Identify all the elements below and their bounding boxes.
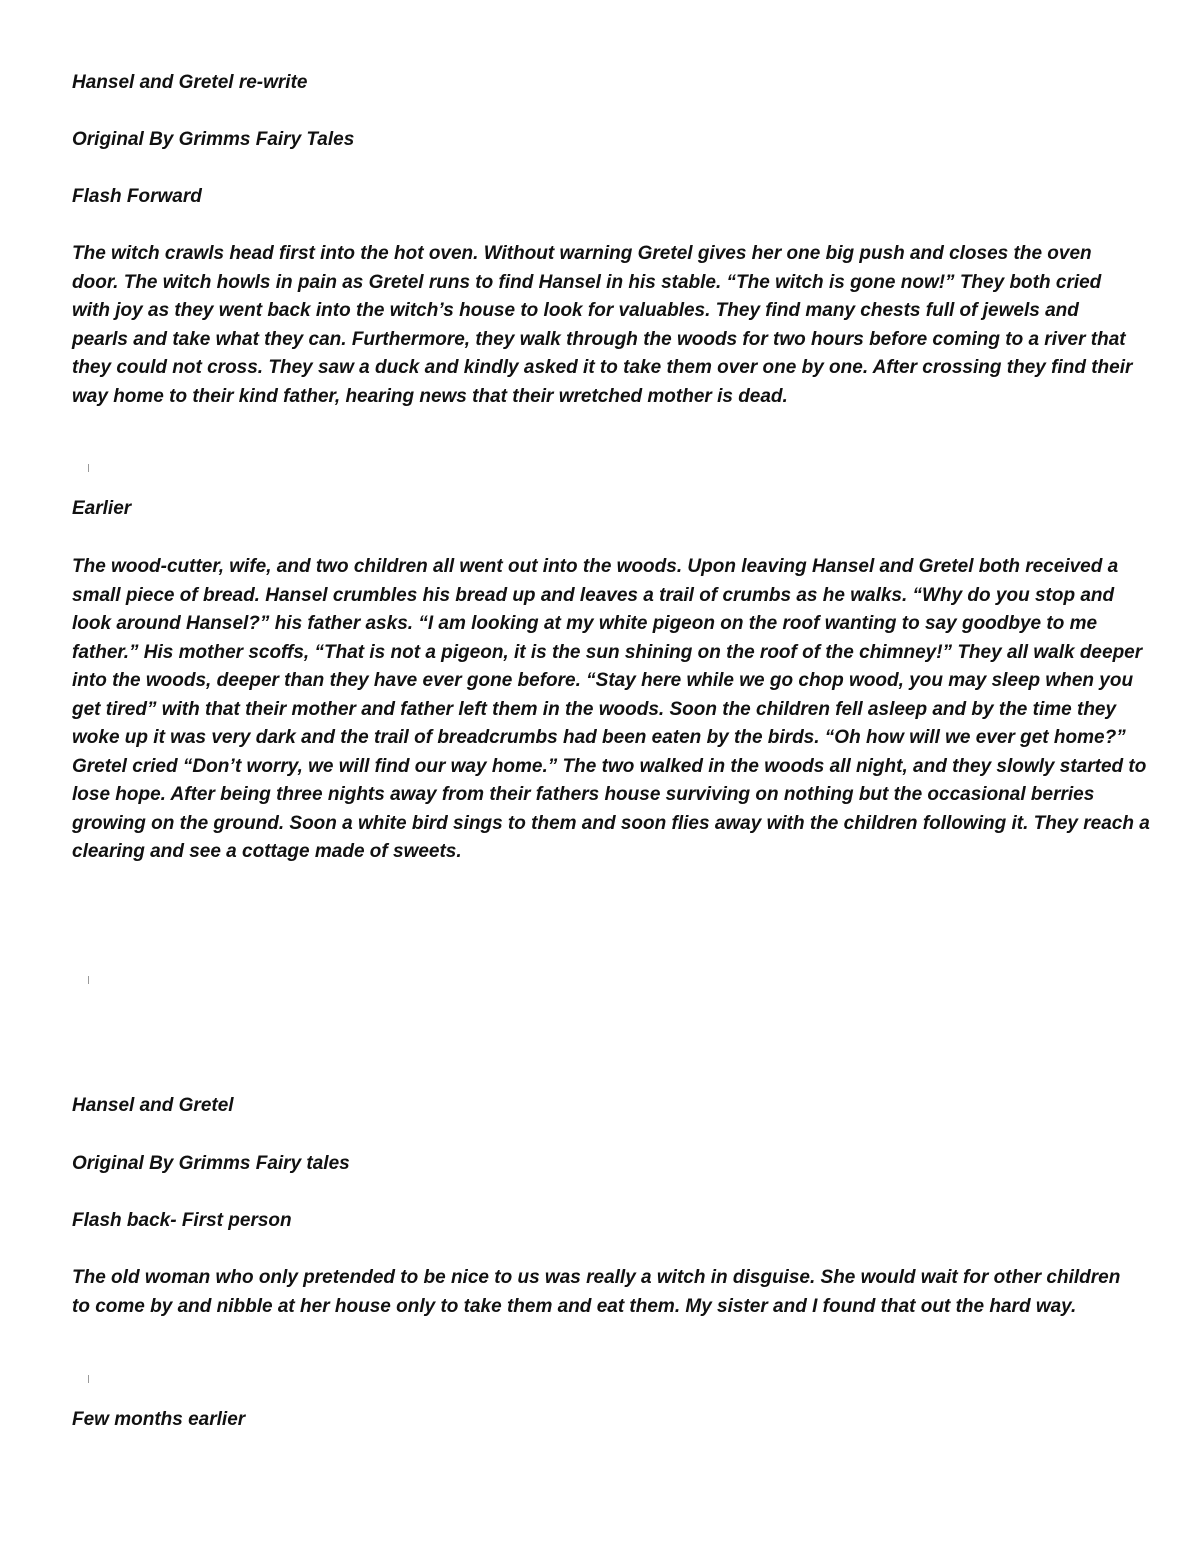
paragraph-marker <box>88 1375 89 1383</box>
section1-paragraph-earlier: The wood-cutter, wife, and two children all went out into the woods. Upon leaving Hansel and Gretel both received a small piece of bread. Hansel crumbles his bread up and leaves a trail of crumbs as he walks. “Why do you stop and look around Hansel?” his father asks. “I am looking at my white pigeon on the roof wanting to say goodbye to me father.” His mother scoffs, “That is not a pigeon, it is the sun shining on the roof of the chimney!” They all walk deeper into the woods, deeper than they have ever gone before. “Stay here while we go chop wood, you may sleep when you get tired” with that their mother and father left them in the woods. Soon the children fell asleep and by the time they woke up it was very dark and the trail of breadcrumbs had been eaten by the birds. “Oh how will we ever get home?” Gretel cried “Don’t worry, we will find our way home.” The two walked in the woods all night, and they slowly started to lose hope. After being three nights away from their fathers house surviving on nothing but the occasional berries growing on the ground. Soon a white bird sings to them and soon flies away with the children following it. They reach a clearing and see a cottage made of sweets. <box>72 556 1150 862</box>
section2-author: Original By Grimms Fairy tales <box>72 1153 350 1174</box>
section1-heading-earlier: Earlier <box>72 498 132 519</box>
section2-paragraph-flash-back: The old woman who only pretended to be nice to us was really a witch in disguise. She would wait for other children to come by and nibble at her house only to take them and eat them. My sister and I found that out the hard way. <box>72 1267 1121 1317</box>
section2-title: Hansel and Gretel <box>72 1095 234 1116</box>
section2-heading-few-months-earlier: Few months earlier <box>72 1409 246 1430</box>
section2-heading-flash-back: Flash back- First person <box>72 1210 292 1231</box>
section1-author: Original By Grimms Fairy Tales <box>72 129 355 150</box>
section1-paragraph-flash-forward: The witch crawls head first into the hot oven. Without warning Gretel gives her one big push and closes the oven door. The witch howls in pain as Gretel runs to find Hansel in his stable. “The witch is gone now!” They both cried with joy as they went back into the witch’s house to look for valuables. They find many chests full of jewels and pearls and take what they can. Furthermore, they walk through the woods for two hours before coming to a river that they could not cross. They saw a duck and kindly asked it to take them over one by one. After crossing they find their way home to their kind father, hearing news that their wretched mother is dead. <box>72 243 1133 407</box>
paragraph-marker <box>88 464 89 472</box>
section1-title: Hansel and Gretel re-write <box>72 72 308 93</box>
paragraph-marker <box>88 976 89 984</box>
section1-heading-flash-forward: Flash Forward <box>72 186 202 207</box>
